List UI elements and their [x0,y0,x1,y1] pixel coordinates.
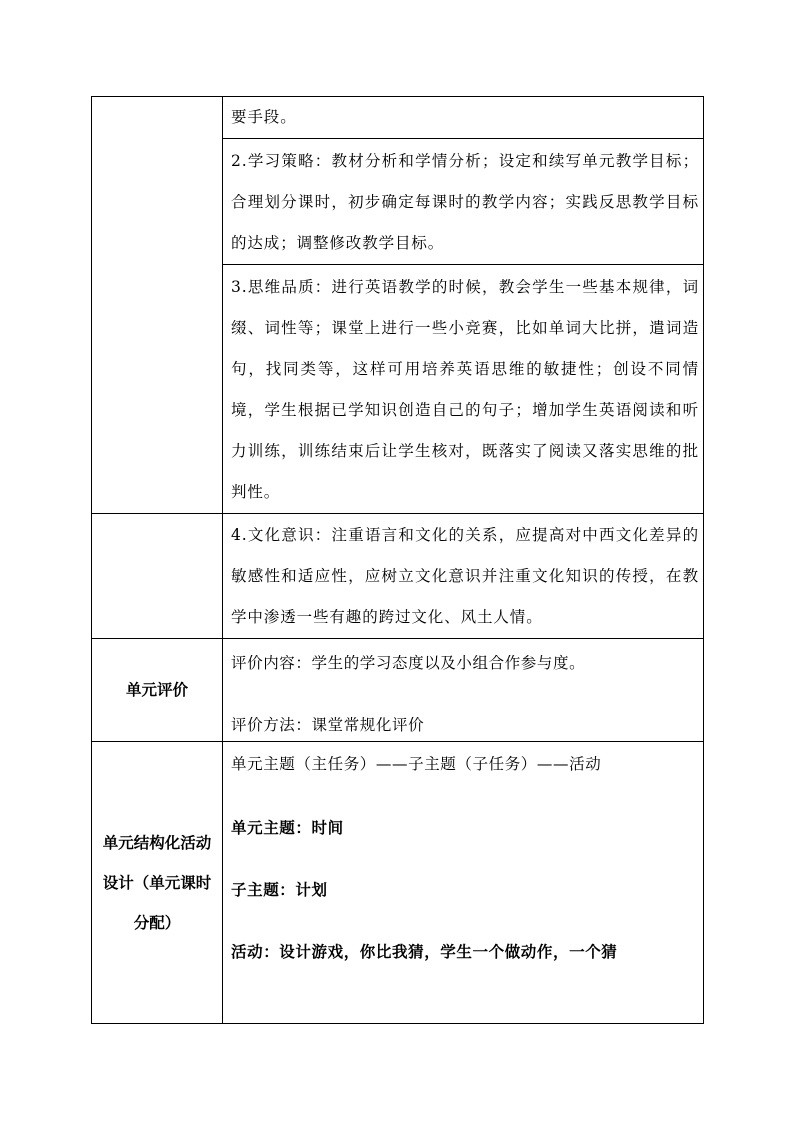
table-row [92,639,704,742]
learning-strategy-text: 2.学习策略：教材分析和学情分析；设定和续写单元教学目标；合理划分课时，初步确定每课时的教学内容；实践反思教学目标的达成；调整修改教学目标。 [231,152,699,252]
thinking-quality-text: 3.思维品质：进行英语教学的时候，教会学生一些基本规律，词缀、词性等；课堂上进行一些小竞赛，比如单词大比拼，遣词造句，找同类等，这样可用培养英语思维的敏捷性；创设不同情境，学生根据已学知识创造自己的句子；增加学生英语阅读和听力训练，训练结束后让学生核对，既落实了阅读又落实思维的批判性。 [231,278,699,501]
means-text: 要手段。 [231,108,297,126]
cultural-awareness-text: 4.文化意识：注重语言和文化的关系，应提高对中西文化差异的敏感性和适应性，应树立文化意识并注重文化知识的传授，在教学中渗透一些有趣的跨过文化、风土人情。 [231,526,699,626]
evaluation-content: 评价内容：学生的学习态度以及小组合作参与度。 [231,654,586,672]
unit-theme: 单元主题：时间 [231,819,344,837]
table-row [92,514,704,639]
structure-line: 单元主题（主任务）——子主题（子任务）——活动 [231,755,602,773]
content-cell [223,514,704,639]
unit-evaluation-label: 单元评价 [92,639,223,742]
table-row [92,742,704,1024]
content-cell [223,265,704,514]
activity: 活动：设计游戏，你比我猜，学生一个做动作，一个猜 [231,943,618,961]
table-row [92,97,704,139]
empty-label-cell [92,514,223,639]
unit-design-table [91,96,704,1024]
evaluation-method: 评价方法：课堂常规化评价 [231,716,425,734]
sub-theme: 子主题：计划 [231,881,328,899]
content-cell [223,639,704,742]
empty-label-cell [92,97,223,514]
content-cell [223,139,704,265]
unit-structure-label: 单元结构化活动设计（单元课时分配） [92,742,223,1024]
content-cell [223,742,704,1024]
content-cell [223,97,704,139]
